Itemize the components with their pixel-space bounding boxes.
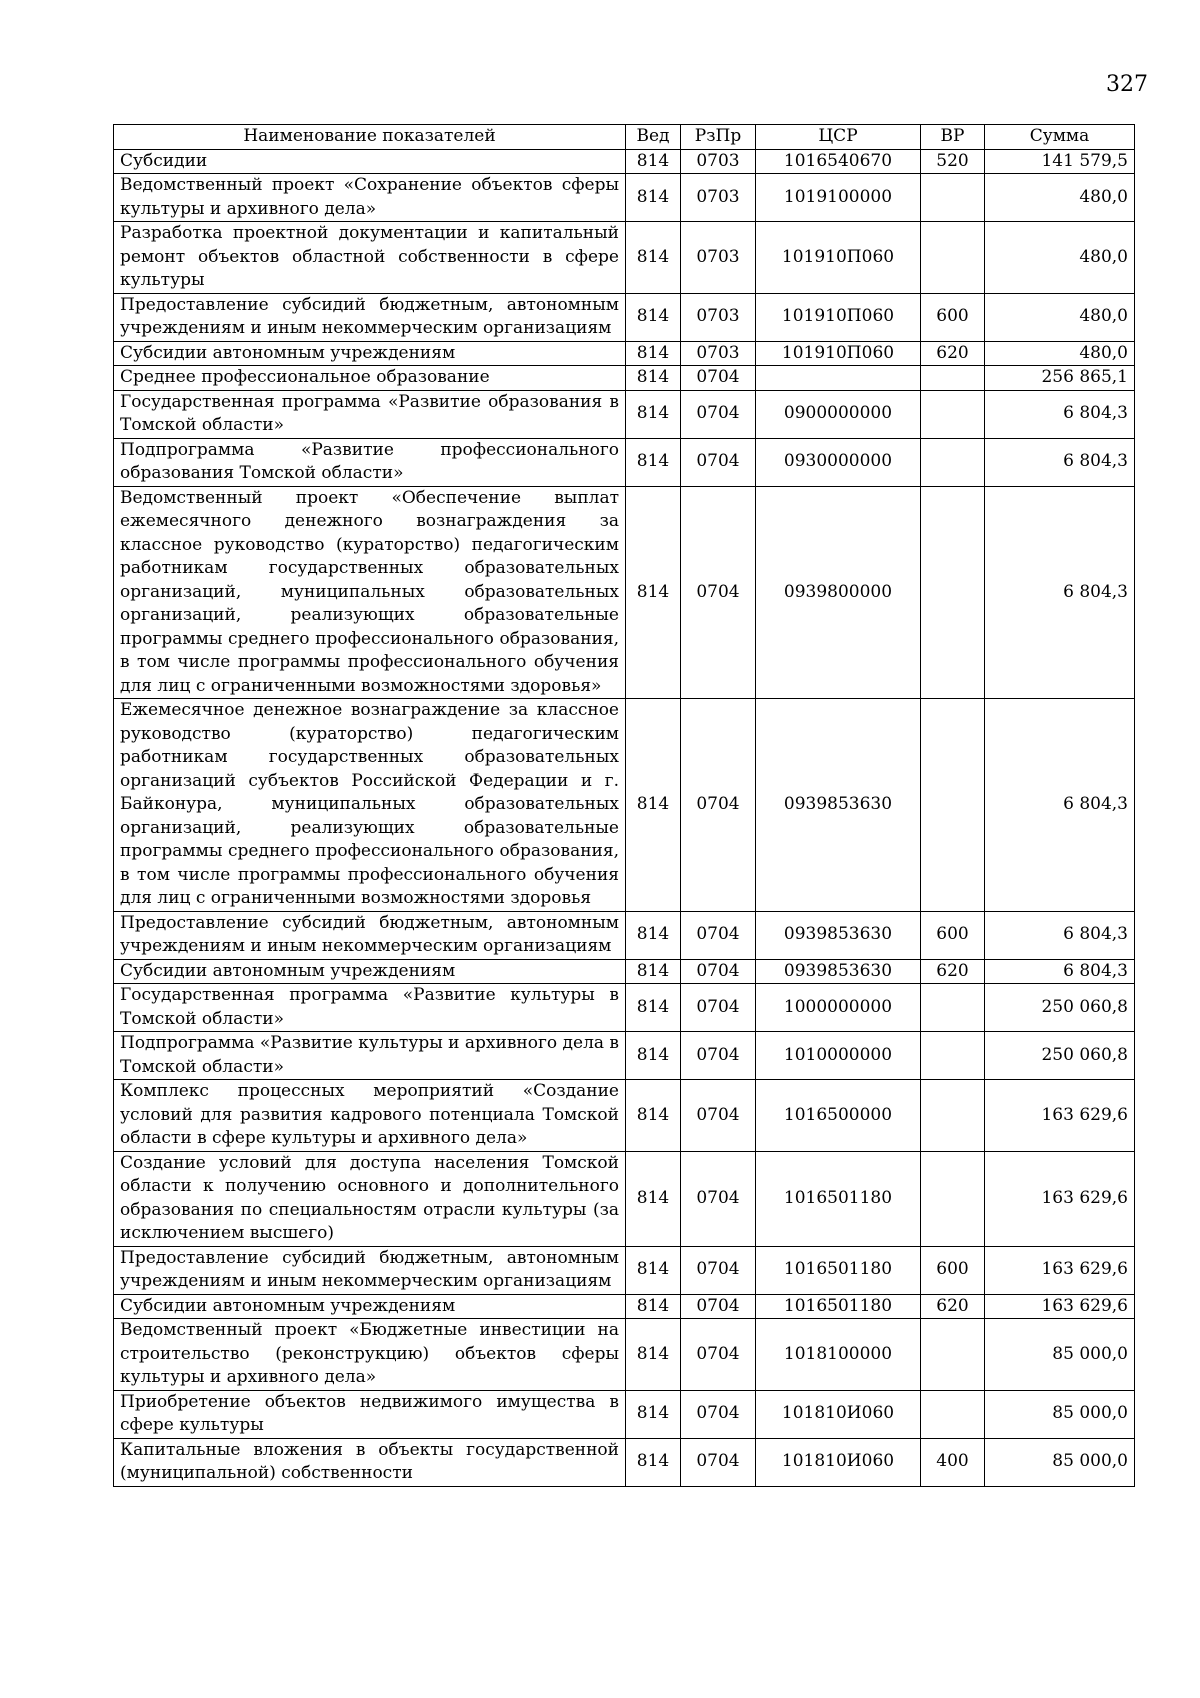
header-name: Наименование показателей: [114, 125, 626, 150]
cell-rzpr: 0703: [681, 174, 756, 222]
page-number: 327: [1106, 72, 1148, 97]
cell-name: Приобретение объектов недвижимого имущества в сфере культуры: [114, 1390, 626, 1438]
cell-name: Комплекс процессных мероприятий «Создание условий для развития кадрового потенциала Томской области в сфере культуры и архивного дела»: [114, 1080, 626, 1152]
cell-rzpr: 0704: [681, 1151, 756, 1246]
header-rzpr: РзПр: [681, 125, 756, 150]
cell-vr: [921, 222, 985, 294]
header-row: [114, 125, 1135, 150]
cell-csr: 0939853630: [756, 699, 921, 912]
cell-name: Подпрограмма «Развитие профессионального образования Томской области»: [114, 438, 626, 486]
cell-csr: 0900000000: [756, 390, 921, 438]
cell-rzpr: 0704: [681, 366, 756, 391]
table-row: [114, 390, 1135, 438]
cell-vr: 400: [921, 1438, 985, 1486]
cell-vr: [921, 486, 985, 699]
cell-ved: 814: [626, 341, 681, 366]
cell-vr: [921, 1151, 985, 1246]
cell-rzpr: 0704: [681, 1294, 756, 1319]
cell-name: Предоставление субсидий бюджетным, автономным учреждениям и иным некоммерческим организациям: [114, 1246, 626, 1294]
table-row: [114, 1319, 1135, 1391]
cell-ved: 814: [626, 222, 681, 294]
cell-rzpr: 0704: [681, 1319, 756, 1391]
cell-csr: 101810И060: [756, 1390, 921, 1438]
table-row: [114, 149, 1135, 174]
cell-sum: 6 804,3: [985, 438, 1135, 486]
table-row: [114, 984, 1135, 1032]
cell-ved: 814: [626, 390, 681, 438]
cell-vr: 520: [921, 149, 985, 174]
cell-ved: 814: [626, 959, 681, 984]
cell-sum: 6 804,3: [985, 959, 1135, 984]
cell-csr: 1010000000: [756, 1032, 921, 1080]
cell-name: Субсидии автономным учреждениям: [114, 959, 626, 984]
cell-sum: 6 804,3: [985, 486, 1135, 699]
cell-name: Субсидии автономным учреждениям: [114, 341, 626, 366]
cell-csr: 0939800000: [756, 486, 921, 699]
cell-name: Государственная программа «Развитие образования в Томской области»: [114, 390, 626, 438]
cell-csr: 101910П060: [756, 222, 921, 294]
cell-vr: 620: [921, 959, 985, 984]
cell-name: Государственная программа «Развитие культуры в Томской области»: [114, 984, 626, 1032]
budget-table: [113, 124, 1135, 1487]
cell-ved: 814: [626, 1080, 681, 1152]
cell-rzpr: 0703: [681, 293, 756, 341]
cell-vr: [921, 390, 985, 438]
cell-rzpr: 0704: [681, 911, 756, 959]
cell-rzpr: 0704: [681, 1080, 756, 1152]
cell-rzpr: 0704: [681, 1032, 756, 1080]
cell-name: Субсидии автономным учреждениям: [114, 1294, 626, 1319]
cell-rzpr: 0704: [681, 984, 756, 1032]
cell-vr: 600: [921, 911, 985, 959]
table-row: [114, 699, 1135, 912]
header-vr: ВР: [921, 125, 985, 150]
cell-ved: 814: [626, 174, 681, 222]
cell-vr: 600: [921, 293, 985, 341]
table-row: [114, 1151, 1135, 1246]
header-sum: Сумма: [985, 125, 1135, 150]
table-row: [114, 438, 1135, 486]
cell-csr: 1016501180: [756, 1246, 921, 1294]
table-row: [114, 174, 1135, 222]
cell-rzpr: 0703: [681, 149, 756, 174]
cell-name: Капитальные вложения в объекты государственной (муниципальной) собственности: [114, 1438, 626, 1486]
cell-sum: 6 804,3: [985, 699, 1135, 912]
cell-ved: 814: [626, 1390, 681, 1438]
cell-csr: 101910П060: [756, 341, 921, 366]
cell-csr: 1016500000: [756, 1080, 921, 1152]
cell-name: Субсидии: [114, 149, 626, 174]
cell-ved: 814: [626, 1151, 681, 1246]
cell-name: Ведомственный проект «Обеспечение выплат ежемесячного денежного вознаграждения за классное руководство (кураторство) педагогическим работникам государственных образовательных организаций, муниципальных образовательных организаций, реализующих образовательные программы среднего профессионального образования, в том числе программы профессионального обучения для лиц с ограниченными возможностями здоровья»: [114, 486, 626, 699]
cell-vr: [921, 1319, 985, 1391]
table-row: [114, 959, 1135, 984]
cell-sum: 480,0: [985, 222, 1135, 294]
table-row: [114, 366, 1135, 391]
cell-sum: 256 865,1: [985, 366, 1135, 391]
cell-csr: 101910П060: [756, 293, 921, 341]
cell-vr: 620: [921, 341, 985, 366]
cell-sum: 163 629,6: [985, 1080, 1135, 1152]
cell-sum: 163 629,6: [985, 1294, 1135, 1319]
cell-name: Предоставление субсидий бюджетным, автономным учреждениям и иным некоммерческим организациям: [114, 911, 626, 959]
cell-csr: 1000000000: [756, 984, 921, 1032]
cell-sum: 163 629,6: [985, 1151, 1135, 1246]
cell-sum: 85 000,0: [985, 1319, 1135, 1391]
cell-csr: 1016501180: [756, 1294, 921, 1319]
table-row: [114, 1246, 1135, 1294]
cell-csr: 101810И060: [756, 1438, 921, 1486]
cell-ved: 814: [626, 1032, 681, 1080]
table-row: [114, 1438, 1135, 1486]
cell-name: Ведомственный проект «Сохранение объектов сферы культуры и архивного дела»: [114, 174, 626, 222]
table-row: [114, 341, 1135, 366]
table-row: [114, 1080, 1135, 1152]
cell-ved: 814: [626, 293, 681, 341]
cell-vr: [921, 1080, 985, 1152]
cell-rzpr: 0704: [681, 1390, 756, 1438]
cell-sum: 480,0: [985, 174, 1135, 222]
cell-vr: [921, 699, 985, 912]
cell-name: Предоставление субсидий бюджетным, автономным учреждениям и иным некоммерческим организациям: [114, 293, 626, 341]
cell-csr: [756, 366, 921, 391]
cell-sum: 85 000,0: [985, 1390, 1135, 1438]
cell-rzpr: 0704: [681, 1246, 756, 1294]
cell-vr: 600: [921, 1246, 985, 1294]
cell-vr: [921, 438, 985, 486]
cell-rzpr: 0703: [681, 341, 756, 366]
cell-vr: [921, 366, 985, 391]
cell-name: Среднее профессиональное образование: [114, 366, 626, 391]
cell-csr: 0930000000: [756, 438, 921, 486]
cell-sum: 250 060,8: [985, 984, 1135, 1032]
cell-name: Создание условий для доступа населения Томской области к получению основного и дополнительного образования по специальностям отрасли культуры (за исключением высшего): [114, 1151, 626, 1246]
cell-sum: 163 629,6: [985, 1246, 1135, 1294]
cell-ved: 814: [626, 149, 681, 174]
cell-rzpr: 0704: [681, 390, 756, 438]
cell-name: Разработка проектной документации и капитальный ремонт объектов областной собственности в сфере культуры: [114, 222, 626, 294]
cell-ved: 814: [626, 984, 681, 1032]
table-row: [114, 222, 1135, 294]
cell-csr: 1016501180: [756, 1151, 921, 1246]
cell-ved: 814: [626, 1438, 681, 1486]
cell-ved: 814: [626, 911, 681, 959]
cell-vr: [921, 174, 985, 222]
table-row: [114, 293, 1135, 341]
cell-csr: 1018100000: [756, 1319, 921, 1391]
cell-rzpr: 0704: [681, 1438, 756, 1486]
cell-vr: 620: [921, 1294, 985, 1319]
cell-csr: 0939853630: [756, 911, 921, 959]
cell-vr: [921, 1390, 985, 1438]
cell-sum: 6 804,3: [985, 390, 1135, 438]
cell-name: Ежемесячное денежное вознаграждение за классное руководство (кураторство) педагогическим работникам государственных образовательных организаций субъектов Российской Федерации и г. Байконура, муниципальных образовательных организаций, реализующих образовательные программы среднего профессионального образования, в том числе программы профессионального обучения для лиц с ограниченными возможностями здоровья: [114, 699, 626, 912]
cell-ved: 814: [626, 1294, 681, 1319]
cell-rzpr: 0704: [681, 486, 756, 699]
cell-name: Подпрограмма «Развитие культуры и архивного дела в Томской области»: [114, 1032, 626, 1080]
cell-rzpr: 0703: [681, 222, 756, 294]
header-ved: Вед: [626, 125, 681, 150]
cell-ved: 814: [626, 366, 681, 391]
cell-rzpr: 0704: [681, 699, 756, 912]
cell-sum: 6 804,3: [985, 911, 1135, 959]
cell-csr: 0939853630: [756, 959, 921, 984]
cell-sum: 141 579,5: [985, 149, 1135, 174]
cell-sum: 480,0: [985, 293, 1135, 341]
cell-ved: 814: [626, 1319, 681, 1391]
cell-ved: 814: [626, 1246, 681, 1294]
table-body: [114, 149, 1135, 1486]
cell-sum: 480,0: [985, 341, 1135, 366]
cell-vr: [921, 984, 985, 1032]
cell-ved: 814: [626, 699, 681, 912]
cell-ved: 814: [626, 486, 681, 699]
cell-rzpr: 0704: [681, 438, 756, 486]
table-row: [114, 911, 1135, 959]
table-row: [114, 1294, 1135, 1319]
header-csr: ЦСР: [756, 125, 921, 150]
cell-csr: 1019100000: [756, 174, 921, 222]
cell-sum: 250 060,8: [985, 1032, 1135, 1080]
cell-vr: [921, 1032, 985, 1080]
cell-rzpr: 0704: [681, 959, 756, 984]
cell-csr: 1016540670: [756, 149, 921, 174]
cell-name: Ведомственный проект «Бюджетные инвестиции на строительство (реконструкцию) объектов сферы культуры и архивного дела»: [114, 1319, 626, 1391]
table-row: [114, 1390, 1135, 1438]
table-row: [114, 486, 1135, 699]
cell-ved: 814: [626, 438, 681, 486]
table-row: [114, 1032, 1135, 1080]
cell-sum: 85 000,0: [985, 1438, 1135, 1486]
